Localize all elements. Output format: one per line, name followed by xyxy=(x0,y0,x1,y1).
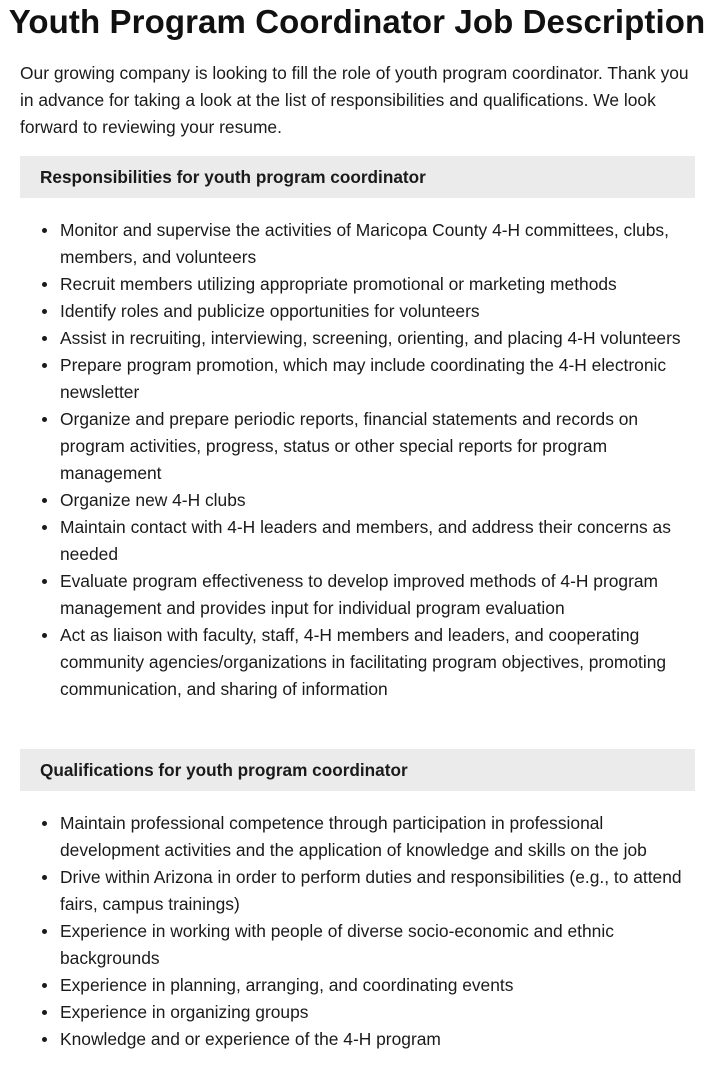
list-item xyxy=(60,622,700,703)
list-item-text: Assist in recruiting, interviewing, screening, orienting, and placing 4-H volunteers xyxy=(60,328,681,348)
list-item xyxy=(60,298,700,325)
list-item-text: Organize and prepare periodic reports, financial statements and records on program activities, progress, status or other special reports for program management xyxy=(60,409,639,483)
list-item xyxy=(60,514,700,568)
qualifications-heading: Qualifications for youth program coordinator xyxy=(20,749,695,791)
list-item-text: Maintain contact with 4-H leaders and members, and address their concerns as needed xyxy=(60,517,671,564)
list-item xyxy=(60,810,700,864)
list-item xyxy=(60,999,700,1026)
bullet-icon xyxy=(42,1010,47,1015)
bullet-icon xyxy=(42,363,47,368)
bullet-icon xyxy=(42,821,47,826)
list-item xyxy=(60,568,700,622)
list-item xyxy=(60,1026,700,1053)
list-item-text: Evaluate program effectiveness to develop improved methods of 4-H program management and provides input for individual program evaluation xyxy=(60,571,659,618)
bullet-icon xyxy=(42,983,47,988)
bullet-icon xyxy=(42,633,47,638)
list-item-text: Organize new 4-H clubs xyxy=(60,490,246,510)
list-item xyxy=(60,271,700,298)
list-item-text: Knowledge and or experience of the 4-H program xyxy=(60,1029,441,1049)
list-item xyxy=(60,972,700,999)
bullet-icon xyxy=(42,1037,47,1042)
list-item xyxy=(60,325,700,352)
bullet-icon xyxy=(42,417,47,422)
list-item-text: Maintain professional competence through participation in professional development activities and the application of knowledge and skills on the job xyxy=(60,813,647,860)
responsibilities-heading: Responsibilities for youth program coordinator xyxy=(20,156,695,198)
list-item xyxy=(60,352,700,406)
list-item xyxy=(60,864,700,918)
list-item xyxy=(60,217,700,271)
list-item-text: Act as liaison with faculty, staff, 4-H members and leaders, and cooperating community agencies/organizations in facilitating program objectives, promoting communication, and sharing of information xyxy=(60,625,667,699)
list-item-text: Drive within Arizona in order to perform duties and responsibilities (e.g., to attend fairs, campus trainings) xyxy=(60,867,682,914)
list-item-text: Monitor and supervise the activities of Maricopa County 4-H committees, clubs, members, and volunteers xyxy=(60,220,669,267)
list-item xyxy=(60,406,700,487)
bullet-icon xyxy=(42,875,47,880)
responsibilities-list xyxy=(20,217,700,703)
list-item-text: Experience in working with people of diverse socio-economic and ethnic backgrounds xyxy=(60,921,614,968)
list-item-text: Identify roles and publicize opportunities for volunteers xyxy=(60,301,480,321)
intro-paragraph: Our growing company is looking to fill the role of youth program coordinator. Thank you in advance for taking a look at the list of responsibilities and qualifications. We look forward to reviewing your resume. xyxy=(20,63,689,137)
bullet-icon xyxy=(42,498,47,503)
list-item-text: Prepare program promotion, which may include coordinating the 4-H electronic newsletter xyxy=(60,355,667,402)
list-item xyxy=(60,918,700,972)
bullet-icon xyxy=(42,579,47,584)
list-item-text: Experience in planning, arranging, and coordinating events xyxy=(60,975,514,995)
qualifications-list xyxy=(20,810,700,1053)
list-item xyxy=(60,487,700,514)
bullet-icon xyxy=(42,336,47,341)
list-item-text: Experience in organizing groups xyxy=(60,1002,309,1022)
list-item-text: Recruit members utilizing appropriate promotional or marketing methods xyxy=(60,274,617,294)
page-title: Youth Program Coordinator Job Description xyxy=(8,3,706,40)
bullet-icon xyxy=(42,525,47,530)
bullet-icon xyxy=(42,228,47,233)
bullet-icon xyxy=(42,309,47,314)
bullet-icon xyxy=(42,282,47,287)
bullet-icon xyxy=(42,929,47,934)
